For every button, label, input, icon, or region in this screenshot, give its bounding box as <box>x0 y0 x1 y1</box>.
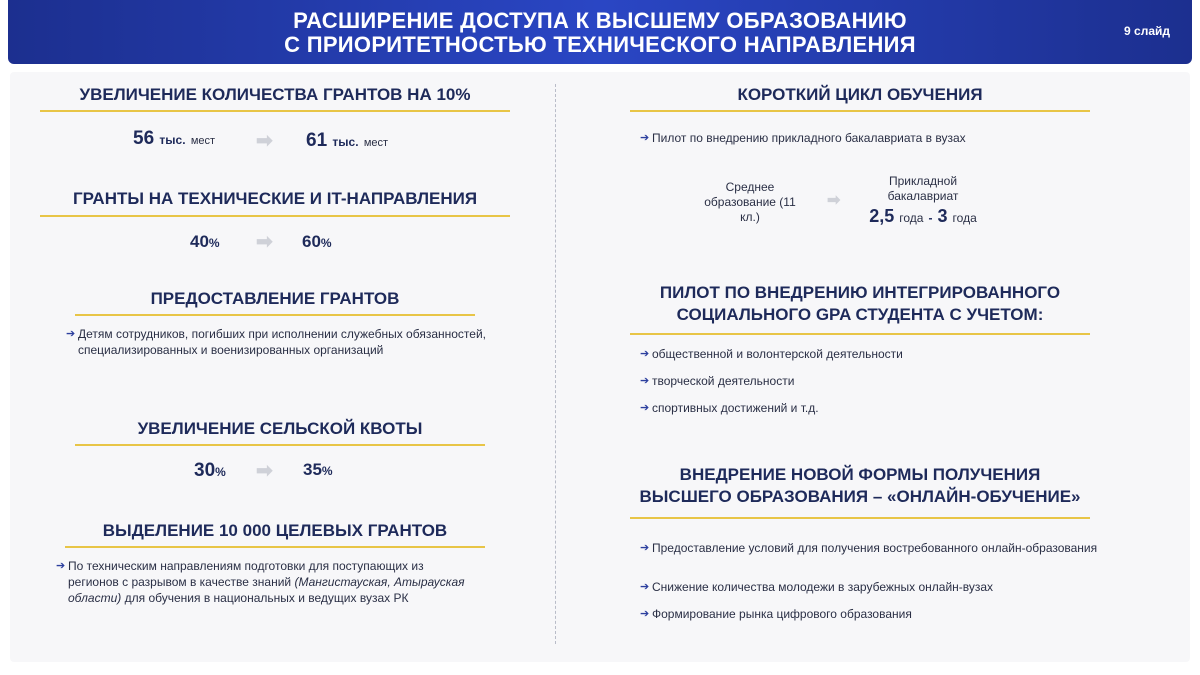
tech-from-unit: % <box>208 236 220 250</box>
short-cycle-bullet <box>640 130 1090 146</box>
rural-to-unit: % <box>321 464 333 478</box>
applied-bachelor-duration <box>848 206 998 227</box>
target-grants-bullet <box>56 558 476 606</box>
gpa-item-text: общественной и волонтерской деятельности <box>652 347 903 361</box>
rural-from-unit: % <box>215 465 226 479</box>
applied-bachelor-label: Прикладной бакалавриат <box>887 174 959 203</box>
grants-to-number: 61 <box>306 130 328 151</box>
page-title-line2: С ПРИОРИТЕТНОСТЬЮ ТЕХНИЧЕСКОГО НАПРАВЛЕНИЯ <box>284 32 916 57</box>
target-bullet-regions: (Мангистауская, Атырауская области) <box>68 575 465 605</box>
online-heading <box>590 464 1130 508</box>
rural-quota-underline <box>75 444 485 446</box>
rural-to-number: 35 <box>303 460 322 479</box>
arrow-right-icon: ➔ <box>640 375 650 387</box>
arrow-right-thick-icon: ➡ <box>827 192 841 209</box>
arrow-right-icon: ➔ <box>56 560 66 572</box>
tech-from-number: 40 <box>190 232 209 251</box>
online-heading-line2: ВЫСШЕГО ОБРАЗОВАНИЯ – «ОНЛАЙН-ОБУЧЕНИЕ» <box>639 487 1081 506</box>
applied-bachelor <box>848 174 998 227</box>
online-item <box>640 579 1150 595</box>
short-cycle-underline <box>630 110 1090 112</box>
arrow-right-thick-icon: ➡ <box>256 460 273 482</box>
duration-max-unit: года <box>952 211 977 225</box>
gpa-item-text: творческой деятельности <box>652 374 795 388</box>
duration-min-unit: года <box>899 211 924 225</box>
online-underline <box>630 517 1090 519</box>
tech-from-value <box>190 232 220 252</box>
grants-from-number: 56 <box>133 128 155 149</box>
grants-increase-underline <box>40 110 510 112</box>
tech-grants-underline <box>40 215 510 217</box>
secondary-education-label: Среднее образование (11 кл.) <box>704 180 796 224</box>
provision-bullet-text: Детям сотрудников, погибших при исполнении служебных обязанностей, специализированных и военизированных организаций <box>78 327 486 357</box>
gpa-item <box>640 400 1090 416</box>
tech-to-number: 60 <box>302 232 321 251</box>
online-item <box>640 540 1150 556</box>
online-item <box>640 606 1150 622</box>
arrow-right-icon: ➔ <box>640 581 650 593</box>
duration-dash: - <box>928 211 933 225</box>
arrow-right-icon: ➔ <box>640 542 650 554</box>
page-title <box>8 9 1192 57</box>
grants-to-value <box>306 130 388 152</box>
grants-increase-heading: УВЕЛИЧЕНИЕ КОЛИЧЕСТВА ГРАНТОВ НА 10% <box>79 85 471 104</box>
duration-max: 3 <box>937 206 948 226</box>
online-item-text: Снижение количества молодежи в зарубежных онлайн-вузах <box>652 580 994 594</box>
gpa-heading-line1: ПИЛОТ ПО ВНЕДРЕНИЮ ИНТЕГРИРОВАННОГО <box>659 283 1061 302</box>
arrow-right-icon: ➔ <box>640 608 650 620</box>
gpa-underline <box>630 333 1090 335</box>
header-banner <box>8 0 1192 64</box>
gpa-item <box>640 373 1090 389</box>
online-heading-line1: ВНЕДРЕНИЕ НОВОЙ ФОРМЫ ПОЛУЧЕНИЯ <box>679 465 1041 484</box>
gpa-item-text: спортивных достижений и т.д. <box>652 401 819 415</box>
online-item-text: Предоставление условий для получения востребованного онлайн-образования <box>652 541 1098 555</box>
tech-grants-heading: ГРАНТЫ НА ТЕХНИЧЕСКИЕ И IT-НАПРАВЛЕНИЯ <box>72 189 478 208</box>
target-bullet-part1: По техническим направлениям подготовки для поступающих из регионов с разрывом в качестве знаний <box>68 559 424 589</box>
provision-bullet <box>66 326 496 358</box>
online-item-text: Формирование рынка цифрового образования <box>652 607 912 621</box>
column-divider <box>555 84 556 644</box>
gpa-item <box>640 346 1090 362</box>
grants-from-unit1: тыс. <box>159 133 186 147</box>
tech-to-unit: % <box>320 236 332 250</box>
short-cycle-bullet-text: Пилот по внедрению прикладного бакалавриата в вузах <box>652 131 966 145</box>
short-cycle-heading: КОРОТКИЙ ЦИКЛ ОБУЧЕНИЯ <box>737 85 983 104</box>
grants-from-unit2: мест <box>190 135 216 147</box>
gpa-heading <box>600 282 1120 326</box>
rural-quota-heading: УВЕЛИЧЕНИЕ СЕЛЬСКОЙ КВОТЫ <box>137 419 423 438</box>
grants-from-value <box>133 128 215 150</box>
rural-to-value <box>303 460 333 480</box>
arrow-right-icon: ➔ <box>66 328 76 340</box>
rural-from-number: 30 <box>194 460 216 481</box>
tech-to-value <box>302 232 332 252</box>
arrow-right-thick-icon: ➡ <box>256 231 273 253</box>
grants-to-unit2: мест <box>363 137 389 149</box>
slide-number: 9 слайд <box>1124 24 1170 38</box>
arrow-right-icon: ➔ <box>640 402 650 414</box>
target-bullet-part2: для обучения в национальных и ведущих вузах РК <box>124 591 409 605</box>
provision-underline <box>75 314 475 316</box>
arrow-right-icon: ➔ <box>640 132 650 144</box>
arrow-right-thick-icon: ➡ <box>256 130 273 152</box>
duration-min: 2,5 <box>869 206 895 226</box>
gpa-heading-line2: СОЦИАЛЬНОГО GPA СТУДЕНТА С УЧЕТОМ: <box>676 305 1044 324</box>
page-title-line1: РАСШИРЕНИЕ ДОСТУПА К ВЫСШЕМУ ОБРАЗОВАНИЮ <box>293 8 907 33</box>
provision-heading: ПРЕДОСТАВЛЕНИЕ ГРАНТОВ <box>150 289 400 308</box>
arrow-right-icon: ➔ <box>640 348 650 360</box>
target-grants-underline <box>65 546 485 548</box>
grants-to-unit1: тыс. <box>332 135 359 149</box>
rural-from-value <box>194 460 226 482</box>
target-grants-heading: ВЫДЕЛЕНИЕ 10 000 ЦЕЛЕВЫХ ГРАНТОВ <box>102 521 448 540</box>
